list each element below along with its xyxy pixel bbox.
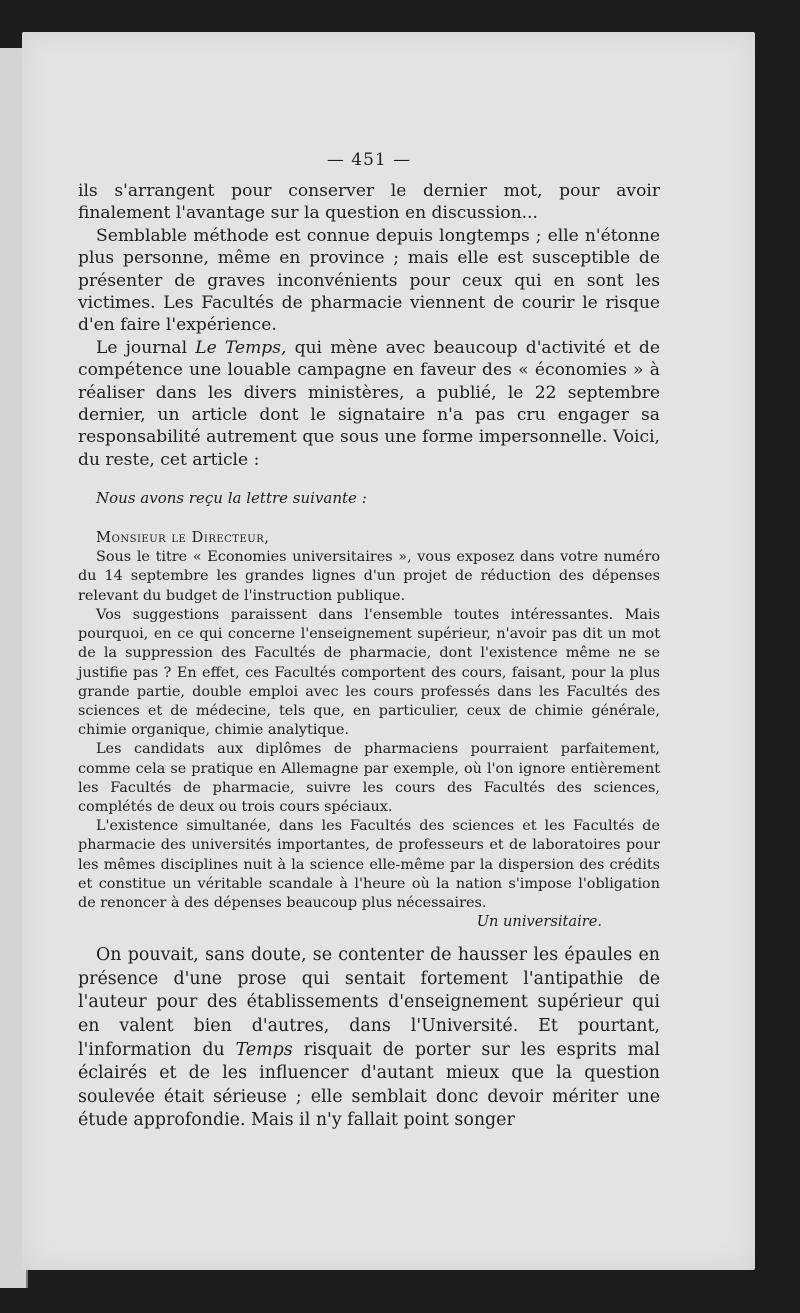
letter-signature: Un universitaire. (476, 913, 602, 931)
closing-start: On pouvait, sans doute, se contenter de hausser les épaules en présence d'une prose qui sentait fortement l'antipathie de l'auteur pour des établissements d'enseignement supérieur qui en valent bien d'autres, dans l'Université. Et pourtant, l'information du (78, 945, 660, 1060)
newspaper-title: Le Temps, (195, 337, 287, 358)
paragraph-3-rest: qui mène avec beaucoup d'activité et de compétence une louable campagne en faveur des « économies » à réaliser dans les divers ministères, a publié, le 22 septembre dernier, un article dont le signataire n'a pas cru engager sa responsabilité autrement que sous une forme impersonnelle. Voici, du reste, cet article : (78, 337, 660, 470)
newspaper-name: Temps (235, 1039, 293, 1060)
book-page (22, 32, 755, 1270)
closing-paragraph (78, 944, 660, 1133)
paragraph-1: ils s'arrangent pour conserver le dernier mot, pour avoir finalement l'avantage sur la question en discussion... (78, 181, 660, 224)
letter-paragraph-2: Vos suggestions paraissent dans l'ensemble toutes intéressantes. Mais pourquoi, en ce qui concerne l'enseignement supérieur, n'avoir pas dit un mot de la suppression des Facultés de pharmacie, dont l'existence même ne se justifie pas ? En effet, ces Facultés comportent des cours, faisant, pour la plus grande partie, double emploi avec les cours professés dans les Facultés des sciences et de médecine, tels que, en particulier, ceux de chimie générale, chimie organique, chimie analytique. (78, 606, 660, 739)
paragraph-2: Semblable méthode est connue depuis longtemps ; elle n'étonne plus personne, même en province ; mais elle est susceptible de présenter de graves inconvénients pour ceux qui en sont les victimes. Les Facultés de pharmacie viennent de courir le risque d'en faire l'expérience. (78, 225, 660, 336)
paragraph-3 (78, 337, 660, 471)
page-number: — 451 — (326, 150, 412, 170)
letter-salutation: Monsieur le Directeur, (96, 529, 270, 547)
page-content (78, 150, 660, 1133)
letter-paragraph-1: Sous le titre « Economies universitaires », vous exposez dans votre numéro du 14 septembre les grandes lignes d'un projet de réduction des dépenses relevant du budget de l'instruction publique. (78, 549, 660, 604)
closing-rest: risquait de porter sur les esprits mal éclairés et de les influencer d'autant mieux que la question soulevée était sérieuse ; elle semblait donc devoir mériter une étude approfondie. Mais il n'y fallait point songer (78, 1039, 660, 1131)
letter-intro: Nous avons reçu la lettre suivante : (96, 489, 367, 508)
letter-paragraph-4: L'existence simultanée, dans les Facultés des sciences et les Facultés de pharmacie des universités importantes, de professeurs et de laboratoires pour les mêmes disciplines nuit à la science elle-même par la dispersion des crédits et constitue un véritable scandale à l'heure où la nation s'impose l'obligation de renoncer à des dépenses beaucoup plus nécessaires. (78, 818, 660, 911)
paragraph-3-start: Le journal (96, 337, 196, 358)
letter-paragraph-3: Les candidats aux diplômes de pharmaciens pourraient parfaitement, comme cela se pratique en Allemagne par exemple, où l'on ignore entièrement les Facultés de pharmacie, suivre les cours des Facultés des sciences, complétés de deux ou trois cours spéciaux. (78, 741, 660, 815)
